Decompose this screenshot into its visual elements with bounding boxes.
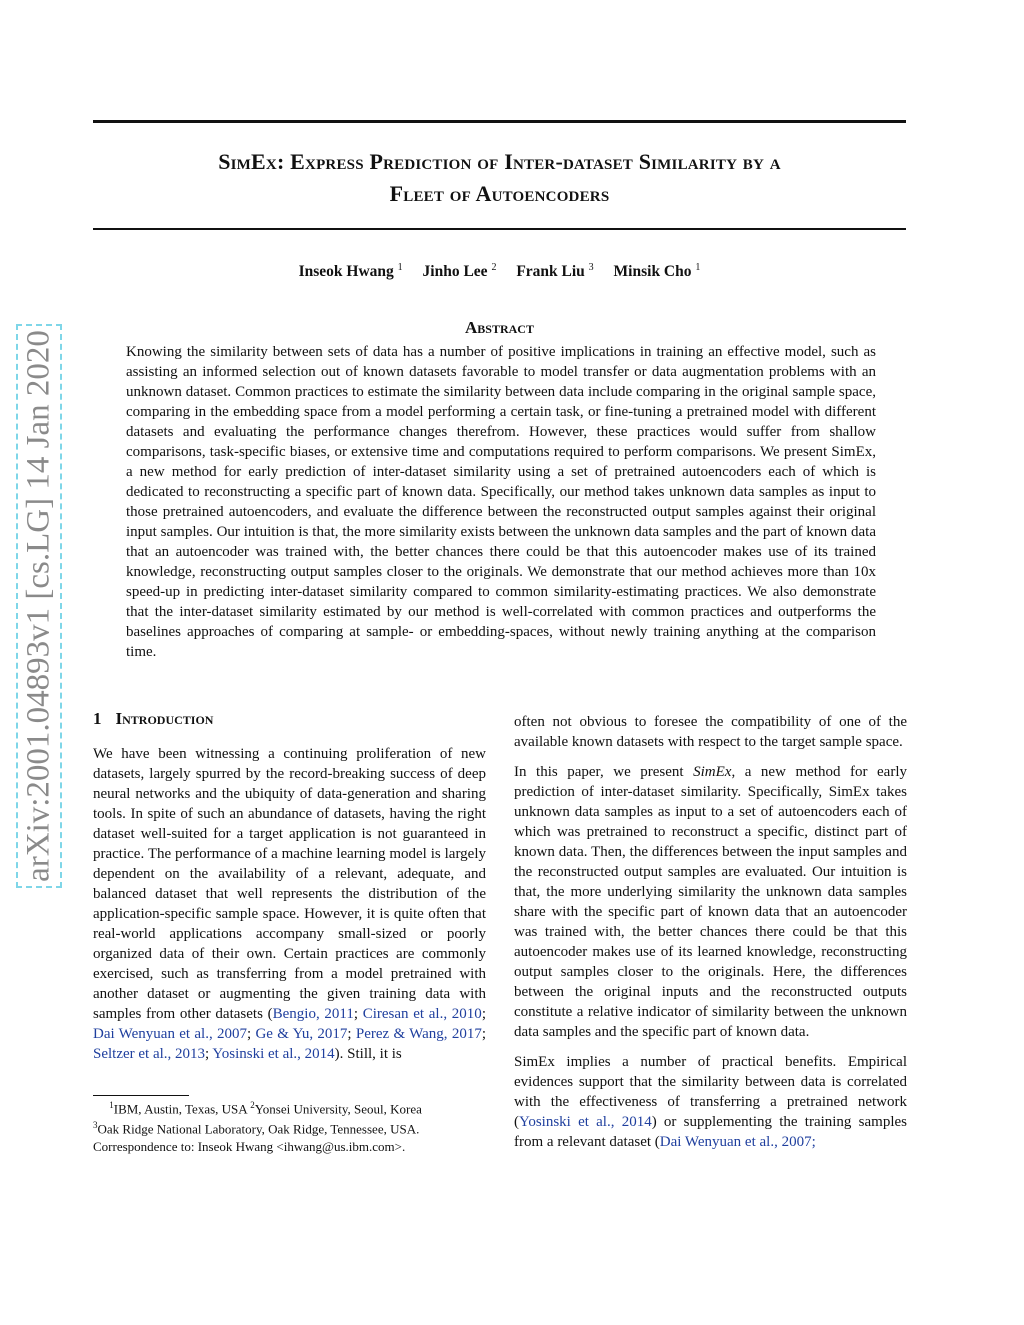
left-column [93, 744, 486, 1064]
footnote-line: Correspondence to: Inseok Hwang <ihwang@us.ibm.com>. [93, 1138, 406, 1154]
section-number: 1 [93, 709, 102, 728]
arxiv-stamp-text: arXiv:2001.04893v1 [cs.LG] 14 Jan 2020 [20, 330, 57, 882]
footnote-rule [93, 1095, 189, 1096]
citation-link[interactable]: Bengio, 2011 [272, 1006, 354, 1022]
citation-link[interactable]: Ciresan et al., 2010 [362, 1006, 482, 1022]
author-list [93, 262, 906, 281]
title-line-2: Fleet of Autoencoders [389, 181, 610, 206]
citation-link[interactable]: Seltzer et al., 2013 [93, 1046, 206, 1062]
section-title: Introduction [115, 709, 214, 728]
author: Inseok Hwang $^1$ [298, 262, 403, 281]
citation-link[interactable]: Ge & Yu, 2017 [255, 1026, 348, 1042]
paragraph: often not obvious to foresee the compatibility of one of the available known datasets with respect to the target sample space. [514, 714, 907, 750]
author: Jinho Lee $^2$ [422, 262, 497, 281]
right-column [514, 712, 907, 1152]
arxiv-stamp [16, 324, 62, 888]
footnote-line: $^3$Oak Ridge National Laboratory, Oak Ridge, Tennessee, USA. [93, 1120, 420, 1137]
title-bottom-rule [93, 228, 906, 230]
footnote-line: $^1$IBM, Austin, Texas, USA $^2$Yonsei University, Seoul, Korea [109, 1100, 422, 1117]
title-top-rule [93, 120, 906, 123]
author: Minsik Cho $^1$ [613, 262, 701, 281]
author: Frank Liu $^3$ [516, 262, 594, 281]
citation-link[interactable]: Yosinski et al., 2014 [212, 1046, 335, 1062]
abstract-heading: Abstract [465, 318, 534, 337]
section-heading [93, 709, 213, 729]
citation-link[interactable]: Yosinski et al., 2014 [519, 1114, 652, 1130]
citation-link[interactable]: Dai Wenyuan et al., 2007; [659, 1134, 816, 1150]
paper-title [93, 146, 906, 210]
abstract-text: Knowing the similarity between sets of data has a number of positive implications in training an effective model, such as assisting an informed selection out of known datasets favorable to model transfer or data augmentation problems with an unknown dataset. Common practices to estimate the similarity between data include comparing in the original sample space, comparing in the embedding space from a model performing a certain task, or fine-tuning a pretrained model with different datasets and evaluating the performance changes therefrom. However, these practices would suffer from shallow comparisons, task-specific biases, or extensive time and computations required to perform comparisons. We present SimEx, a new method for early prediction of inter-dataset similarity using a set of pretrained autoencoders each of which is dedicated to reconstructing a specific part of known data. Specifically, our method takes unknown data samples as input to those pretrained autoencoders, and evaluate the difference between the reconstructed output samples against their original input samples. Our intuition is that, the more similarity exists between the unknown data samples and the part of known data that an autoencoder was trained with, the better chances there could be that this autoencoder makes use of its trained knowledge, reconstructing output samples closer to the originals. We demonstrate that our method achieves more than 10x speed-up in predicting inter-dataset similarity compared to common similarity-estimating practices. We also demonstrate that the inter-dataset similarity estimated by our method is well-correlated with common practices and outperforms the baselines approaches of comparing at sample- or embedding-spaces, without newly training anything at the comparison time. [126, 344, 876, 660]
citation-link[interactable]: Perez & Wang, 2017 [355, 1026, 482, 1042]
paragraph: SimEx implies a number of practical benefits. Empirical evidences support that the similarity between data is correlated with the effectiveness of transferring a pretrained network (Yosinski et al., 2014) or supplementing the training samples from a relevant dataset (Dai Wenyuan et al., 2007; [514, 1054, 907, 1150]
footnotes [93, 1097, 486, 1155]
title-line-1: SimEx: Express Prediction of Inter-dataset Similarity by a [218, 149, 781, 174]
paragraph: In this paper, we present SimEx, a new method for early prediction of inter-dataset similarity. Specifically, SimEx takes unknown data samples as input to a set of autoencoders each of which was pretrained to reconstruct a specific, distinct part of known data. Then, the differences between the input samples and the reconstructed output samples are evaluated. Our intuition is that, the more underlying similarity the unknown data samples share with the specific part of known data that an autoencoder was trained with, the better chances there could be that this autoencoder makes use of its learned knowledge, reconstructing output samples closer to the originals. Here, the differences between the original inputs and the reconstructed outputs constitute a relative indicator of similarity between the unknown data samples and the specific part of known data. [514, 764, 907, 1040]
intro-paragraph: We have been witnessing a continuing proliferation of new datasets, largely spurred by the record-breaking success of deep neural networks and the ubiquity of data-generation and sharing tools. In spite of such an abundance of datasets, having the right dataset well-suited for a target application is not guaranteed in practice. The performance of a machine learning model is largely dependent on the availability of a relevant, adequate, and balanced dataset that well represents the distribution of the application-specific sample space. However, it is quite often that real-world applications accompany small-sized or poorly organized data of their own. Certain practices are commonly exercised, such as transferring from a model pretrained with another dataset or augmenting the given training data with samples from other datasets (Bengio, 2011; Ciresan et al., 2010; Dai Wenyuan et al., 2007; Ge & Yu, 2017; Perez & Wang, 2017; Seltzer et al., 2013; Yosinski et al., 2014). Still, it is [93, 746, 486, 1062]
citation-link[interactable]: Dai Wenyuan et al., 2007 [93, 1026, 247, 1042]
